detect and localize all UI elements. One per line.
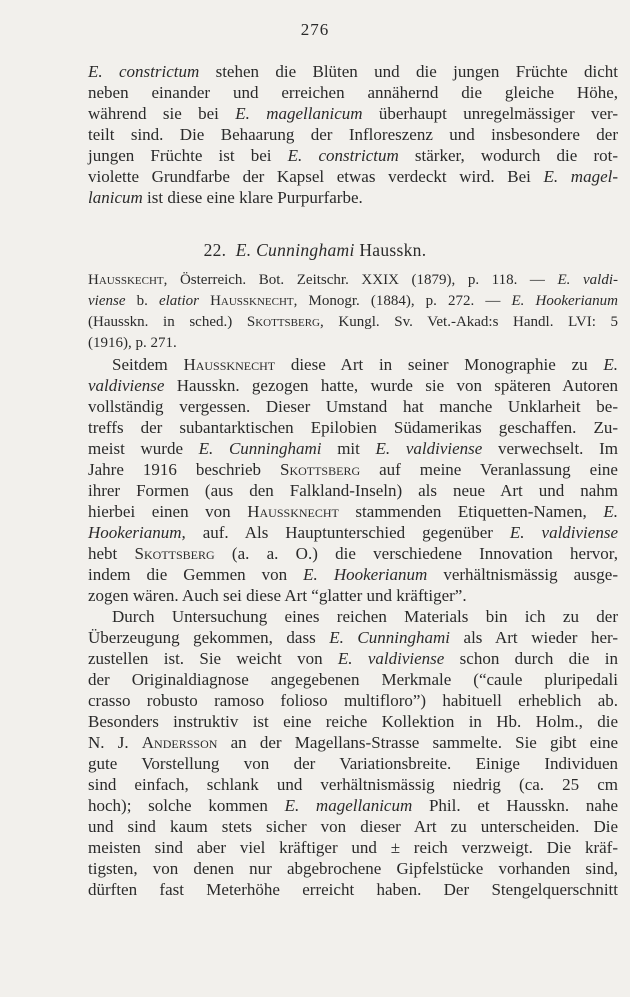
text-line: vollständig vergessen. Dieser Umstand hat manche Unklarheit be- xyxy=(88,397,618,416)
text-line xyxy=(88,375,618,396)
text-line: dürften fast Meterhöhe erreicht haben. Der Stengelquerschnitt xyxy=(88,880,618,899)
text-line xyxy=(88,543,618,564)
heading-genus: E. xyxy=(235,240,252,260)
species-name: E. valdiviense xyxy=(509,523,618,542)
text-line xyxy=(88,187,618,208)
heading-author: Hausskn. xyxy=(359,240,427,260)
text-span: schon durch die in xyxy=(444,649,619,668)
text-span: hebt xyxy=(88,544,135,563)
species-name: E. valdiviense xyxy=(375,439,483,458)
text-line: crasso robusto ramoso folioso multifloro”) habituell erheblich ab. xyxy=(88,691,618,710)
text-span: indem die Gemmen von xyxy=(88,565,304,584)
text-line xyxy=(88,103,618,124)
author-name: Haussknecht xyxy=(247,502,339,521)
text-line xyxy=(88,354,618,375)
species-name: Hookerianum, xyxy=(88,523,186,542)
synonymy-block xyxy=(88,270,618,354)
text-line: treffs der subantarktischen Epilobien Südamerikas geschaffen. Zu- xyxy=(88,418,618,437)
text-line: meisten sind aber viel kräftiger und ± reich verzweigt. Die kräf- xyxy=(88,838,618,857)
text-span: b. xyxy=(125,293,159,309)
text-span: (Hausskn. in sched.) xyxy=(88,314,247,330)
text-line xyxy=(88,648,618,669)
species-name: E. valdiviense xyxy=(337,649,445,668)
text-span xyxy=(199,293,210,309)
text-span: auf. Als Hauptunterschied gegenüber xyxy=(185,523,510,542)
author-name: Haussknecht xyxy=(183,355,276,374)
text-line: und sind kaum stets sicher von dieser Art zu unterscheiden. Die xyxy=(88,817,618,836)
text-span: überhaupt unregelmässiger ver- xyxy=(362,104,618,123)
text-span: , Kungl. Sv. Vet.-Akad:s Handl. LVI: 5 xyxy=(319,314,618,330)
author-name: Skottsberg xyxy=(134,544,215,563)
text-line xyxy=(88,166,618,187)
species-name: E. constrictum xyxy=(88,62,200,81)
species-heading xyxy=(0,240,630,261)
author-name: Skottsberg xyxy=(246,314,320,330)
text-line xyxy=(88,522,618,543)
author-name: Skottsberg xyxy=(279,460,361,479)
text-line: tigsten, von denen nur abgebrochene Gipfelstücke vorhanden sind, xyxy=(88,859,618,878)
text-span: (a. a. O.) die verschiedene Innovation hervor, xyxy=(214,544,618,563)
species-name: E. valdi- xyxy=(557,272,618,288)
text-line: teilt sind. Die Behaarung der Infloreszenz und insbesondere der xyxy=(88,125,618,144)
text-span: als Art wieder her- xyxy=(449,628,619,647)
text-span: verhältnismässig ausge- xyxy=(427,565,618,584)
species-name: lanicum xyxy=(88,188,143,207)
species-name: E. Cunninghami xyxy=(198,439,322,458)
page-number: 276 xyxy=(300,20,330,39)
text-span: ist diese eine klare Purpurfarbe. xyxy=(142,188,363,207)
text-span: Phil. et Hausskn. nahe xyxy=(412,796,618,815)
text-span: verwechselt. Im xyxy=(482,439,618,458)
species-name: E. xyxy=(603,355,618,374)
text-line xyxy=(88,61,618,82)
text-line: zogen wären. Auch sei diese Art “glatter und kräftiger”. xyxy=(88,586,467,605)
text-line: der Originaldiagnose angegebenen Merkmale (“caule pluripedali xyxy=(88,670,618,689)
text-span: Hausskn. gezogen hatte, wurde sie von späteren Autoren xyxy=(164,376,618,395)
text-line xyxy=(88,627,618,648)
text-span: hoch); solche kommen xyxy=(88,796,285,815)
text-line: Besonders instruktiv ist eine reiche Kollektion in Hb. Holm., die xyxy=(88,712,618,731)
text-line: Durch Untersuchung eines reichen Materials bin ich zu der xyxy=(112,607,618,626)
text-line xyxy=(88,312,618,333)
text-span: diese Art in seiner Monographie zu xyxy=(275,355,604,374)
text-span: jungen Früchte ist bei xyxy=(88,146,288,165)
text-span: violette Grundfarbe der Kapsel etwas verdeckt wird. Bei xyxy=(88,167,544,186)
text-line: ihrer Formen (aus den Falkland-Inseln) als neue Art und nahm xyxy=(88,481,618,500)
text-line xyxy=(88,732,618,753)
text-line xyxy=(88,564,618,585)
text-span: stammenden Etiquetten-Namen, xyxy=(338,502,604,521)
text-span: Jahre 1916 beschrieb xyxy=(88,460,280,479)
text-span: Seitdem xyxy=(112,355,184,374)
species-name: E. Hookerianum xyxy=(303,565,428,584)
text-span: stärker, wodurch die rot- xyxy=(398,146,619,165)
text-line: sind einfach, schlank und verhältnismässig niedrig (ca. 25 cm xyxy=(88,775,618,794)
text-span: auf meine Veranlassung eine xyxy=(360,460,618,479)
species-name: E. magellanicum xyxy=(284,796,413,815)
species-name: E. Cunninghami xyxy=(329,628,450,647)
text-line: neben einander und erreichen annähernd die gleiche Höhe, xyxy=(88,83,618,102)
text-span: Überzeugung gekommen, dass xyxy=(88,628,330,647)
text-line xyxy=(88,795,618,816)
heading-species: Cunninghami xyxy=(256,240,355,260)
species-name: E. xyxy=(603,502,619,521)
author-name: Haussknecht xyxy=(210,293,294,309)
text-line: (1916), p. 271. xyxy=(88,335,177,351)
paragraph-intro xyxy=(88,61,618,208)
text-span: hierbei einen von xyxy=(88,502,248,521)
species-name: E. magel- xyxy=(543,167,619,186)
author-name: Hausskecht xyxy=(88,272,164,288)
species-name: E. magellanicum xyxy=(235,104,363,123)
species-name: valdiviense xyxy=(88,376,165,395)
text-line xyxy=(88,438,618,459)
text-span: meist wurde xyxy=(88,439,199,458)
species-name: E. constrictum xyxy=(287,146,399,165)
paragraph-main xyxy=(88,354,618,900)
text-line: gute Vorstellung von der Variationsbreite. Einige Individuen xyxy=(88,754,618,773)
text-span: N. J. xyxy=(88,733,142,752)
text-line xyxy=(88,145,618,166)
text-span: mit xyxy=(321,439,376,458)
variety-name: elatior xyxy=(158,293,199,309)
species-name: viense xyxy=(88,293,126,309)
text-span: während sie bei xyxy=(88,104,236,123)
text-span: , Österreich. Bot. Zeitschr. XXIX (1879), p. 118. — xyxy=(163,272,558,288)
text-line xyxy=(88,501,618,522)
heading-number: 22. xyxy=(203,240,227,260)
text-span: zustellen ist. Sie weicht von xyxy=(88,649,338,668)
author-name: Andersson xyxy=(141,733,218,752)
text-span: stehen die Blüten und die jungen Früchte dicht xyxy=(199,62,618,81)
text-span: , Monogr. (1884), p. 272. — xyxy=(293,293,512,309)
text-line xyxy=(88,459,618,480)
text-line xyxy=(88,291,618,312)
text-span: an der Magellans-Strasse sammelte. Sie gibt eine xyxy=(217,733,618,752)
text-line xyxy=(88,270,618,291)
species-name: E. Hookerianum xyxy=(511,293,619,309)
